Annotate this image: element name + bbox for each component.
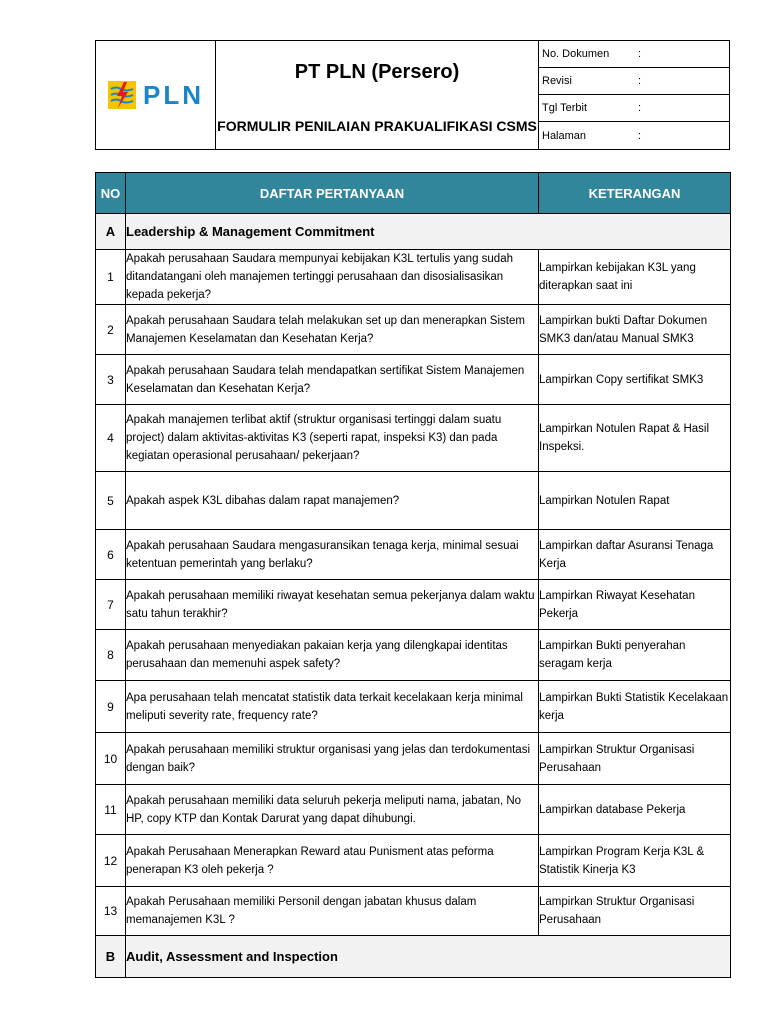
table-row [96,630,731,681]
note-cell: Lampirkan Notulen Rapat [539,472,731,530]
section-code: A [96,214,126,250]
row-number: 4 [96,405,126,472]
question-cell: Apakah manajemen terlibat aktif (struktur organisasi tertinggi dalam suatu project) dalam aktivitas-aktivitas K3 (seperti rapat, inspeksi K3) dan pada kegiatan operasional perusahaan/ pekerjaan? [126,405,539,472]
section-title: Audit, Assessment and Inspection [126,936,731,978]
logo-cell [96,41,216,149]
note-cell: Lampirkan Copy sertifikat SMK3 [539,355,731,405]
document-header [95,40,730,150]
table-row [96,305,731,355]
table-row [96,835,731,887]
note-cell: Lampirkan Bukti Statistik Kecelakaan kerja [539,681,731,733]
note-cell: Lampirkan Riwayat Kesehatan Pekerja [539,580,731,630]
meta-row-issue-date [539,95,729,122]
questionnaire-table [95,172,731,978]
pln-lightning-icon [107,80,137,110]
question-cell: Apakah perusahaan menyediakan pakaian kerja yang dilengkapai identitas perusahaan dan memenuhi aspek safety? [126,630,539,681]
question-cell: Apakah Perusahaan memiliki Personil dengan jabatan khusus dalam memanajemen K3L ? [126,887,539,936]
meta-colon: : [638,48,642,60]
section-title: Leadership & Management Commitment [126,214,731,250]
table-row [96,733,731,785]
table-row [96,250,731,305]
row-number: 2 [96,305,126,355]
note-cell: Lampirkan daftar Asuransi Tenaga Kerja [539,530,731,580]
meta-row-document-number [539,41,729,68]
logo-text: PLN [143,79,204,110]
table-row [96,355,731,405]
document-meta [539,41,729,149]
table-row [96,530,731,580]
meta-label: Revisi [542,75,572,87]
row-number: 1 [96,250,126,305]
question-cell: Apakah perusahaan memiliki data seluruh pekerja meliputi nama, jabatan, No HP, copy KTP dan Kontak Darurat yang dapat dihubungi. [126,785,539,835]
column-header-no: NO [96,173,126,214]
column-header-question: DAFTAR PERTANYAAN [126,173,539,214]
meta-colon: : [638,102,642,114]
question-cell: Apakah perusahaan Saudara mempunyai kebijakan K3L tertulis yang sudah ditandatangani oleh manajemen tertinggi perusahaan dan disosialisasikan kepada pekerja? [126,250,539,305]
table-row [96,887,731,936]
note-cell: Lampirkan kebijakan K3L yang diterapkan saat ini [539,250,731,305]
table-row [96,472,731,530]
question-cell: Apakah Perusahaan Menerapkan Reward atau Punisment atas peforma penerapan K3 oleh pekerja ? [126,835,539,887]
meta-label: Tgl Terbit [542,102,588,114]
table-row [96,681,731,733]
pln-logo [107,80,204,111]
form-title: FORMULIR PENILAIAN PRAKUALIFIKASI CSMS [217,117,537,134]
question-cell: Apakah perusahaan memiliki riwayat kesehatan semua pekerjanya dalam waktu satu tahun terakhir? [126,580,539,630]
row-number: 3 [96,355,126,405]
meta-label: No. Dokumen [542,48,610,60]
question-cell: Apakah perusahaan Saudara mengasuransikan tenaga kerja, minimal sesuai ketentuan pemerintah yang berlaku? [126,530,539,580]
note-cell: Lampirkan Program Kerja K3L & Statistik Kinerja K3 [539,835,731,887]
note-cell: Lampirkan Struktur Organisasi Perusahaan [539,887,731,936]
row-number: 11 [96,785,126,835]
question-cell: Apa perusahaan telah mencatat statistik data terkait kecelakaan kerja minimal meliputi severity rate, frequency rate? [126,681,539,733]
note-cell: Lampirkan Bukti penyerahan seragam kerja [539,630,731,681]
row-number: 8 [96,630,126,681]
column-header-note: KETERANGAN [539,173,731,214]
note-cell: Lampirkan Struktur Organisasi Perusahaan [539,733,731,785]
question-cell: Apakah perusahaan memiliki struktur organisasi yang jelas dan terdokumentasi dengan baik? [126,733,539,785]
meta-label: Halaman [542,129,587,142]
question-cell: Apakah perusahaan Saudara telah melakukan set up dan menerapkan Sistem Manajemen Keselamatan dan Kesehatan Kerja? [126,305,539,355]
meta-row-revision [539,68,729,95]
section-row-a [96,214,731,250]
row-number: 5 [96,472,126,530]
note-cell: Lampirkan Notulen Rapat & Hasil Inspeksi. [539,405,731,472]
table-row [96,405,731,472]
table-row [96,580,731,630]
row-number: 7 [96,580,126,630]
table-header-row [96,173,731,214]
section-row-b [96,936,731,978]
company-name: PT PLN (Persero) [294,60,460,83]
meta-row-page [539,122,729,149]
note-cell: Lampirkan bukti Daftar Dokumen SMK3 dan/atau Manual SMK3 [539,305,731,355]
meta-colon: : [638,129,642,142]
row-number: 12 [96,835,126,887]
title-cell [216,41,539,149]
question-cell: Apakah aspek K3L dibahas dalam rapat manajemen? [126,472,539,530]
meta-colon: : [638,75,642,87]
row-number: 13 [96,887,126,936]
row-number: 6 [96,530,126,580]
question-cell: Apakah perusahaan Saudara telah mendapatkan sertifikat Sistem Manajemen Keselamatan dan Kesehatan Kerja? [126,355,539,405]
row-number: 9 [96,681,126,733]
note-cell: Lampirkan database Pekerja [539,785,731,835]
section-code: B [96,936,126,978]
row-number: 10 [96,733,126,785]
table-row [96,785,731,835]
